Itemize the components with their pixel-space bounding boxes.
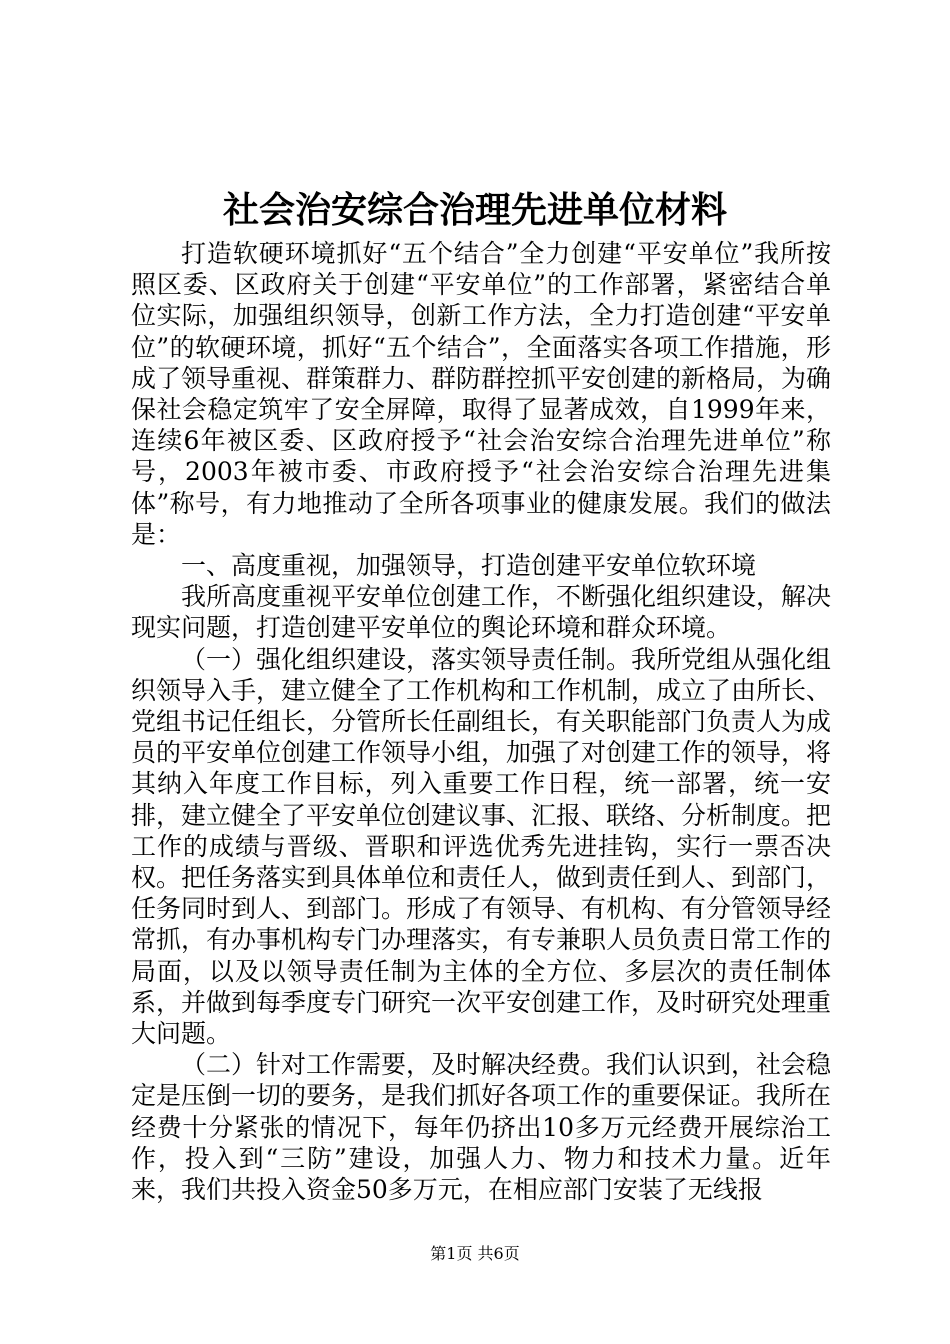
section-heading-1: 一、高度重视，加强领导，打造创建平安单位软环境 [181,551,757,581]
paragraph-subsection-2: （二）针对工作需要，及时解决经费。我们认识到，社会稳定是压倒一切的要务，是我们抓好各项工作的重要保证。我所在经费十分紧张的情况下，每年仍挤出10多万元经费开展综治工作，投入到“三防”建设，加强人力、物力和技术力量。近年来，我们共投入资金50多万元，在相应部门安装了无线报 [131,1050,832,1205]
page-footer: 第1页 共6页 [430,1244,520,1263]
document-title: 社会治安综合治理先进单位材料 [222,189,727,231]
paragraph-intro: 打造软硬环境抓好“五个结合”全力创建“平安单位”我所按照区委、区政府关于创建“平安单位”的工作部署，紧密结合单位实际，加强组织领导，创新工作方法，全力打造创建“平安单位”的软硬环境，抓好“五个结合”，全面落实各项工作措施，形成了领导重视、群策群力、群防群控抓平安创建的新格局，为确保社会稳定筑牢了安全屏障，取得了显著成效，自1999年来，连续6年被区委、区政府授予“社会治安综合治理先进单位”称号，2003年被市委、市政府授予“社会治安综合治理先进集体”称号，有力地推动了全所各项事业的健康发展。我们的做法是： [131,239,832,549]
paragraph-section-1-intro: 我所高度重视平安单位创建工作，不断强化组织建设，解决现实问题，打造创建平安单位的舆论环境和群众环境。 [131,582,832,643]
document-body [131,238,831,1205]
paragraph-subsection-1: （一）强化组织建设，落实领导责任制。我所党组从强化组织领导入手，建立健全了工作机构和工作机制，成立了由所长、党组书记任组长，分管所长任副组长，有关职能部门负责人为成员的平安单位创建工作领导小组，加强了对创建工作的领导，将其纳入年度工作目标，列入重要工作日程，统一部署，统一安排，建立健全了平安单位创建议事、汇报、联络、分析制度。把工作的成绩与晋级、晋职和评选优秀先进挂钩，实行一票否决权。把任务落实到具体单位和责任人，做到责任到人、到部门，任务同时到人、到部门。形成了有领导、有机构、有分管领导经常抓，有办事机构专门办理落实，有专兼职人员负责日常工作的局面，以及以领导责任制为主体的全方位、多层次的责任制体系，并做到每季度专门研究一次平安创建工作，及时研究处理重大问题。 [131,644,832,1049]
